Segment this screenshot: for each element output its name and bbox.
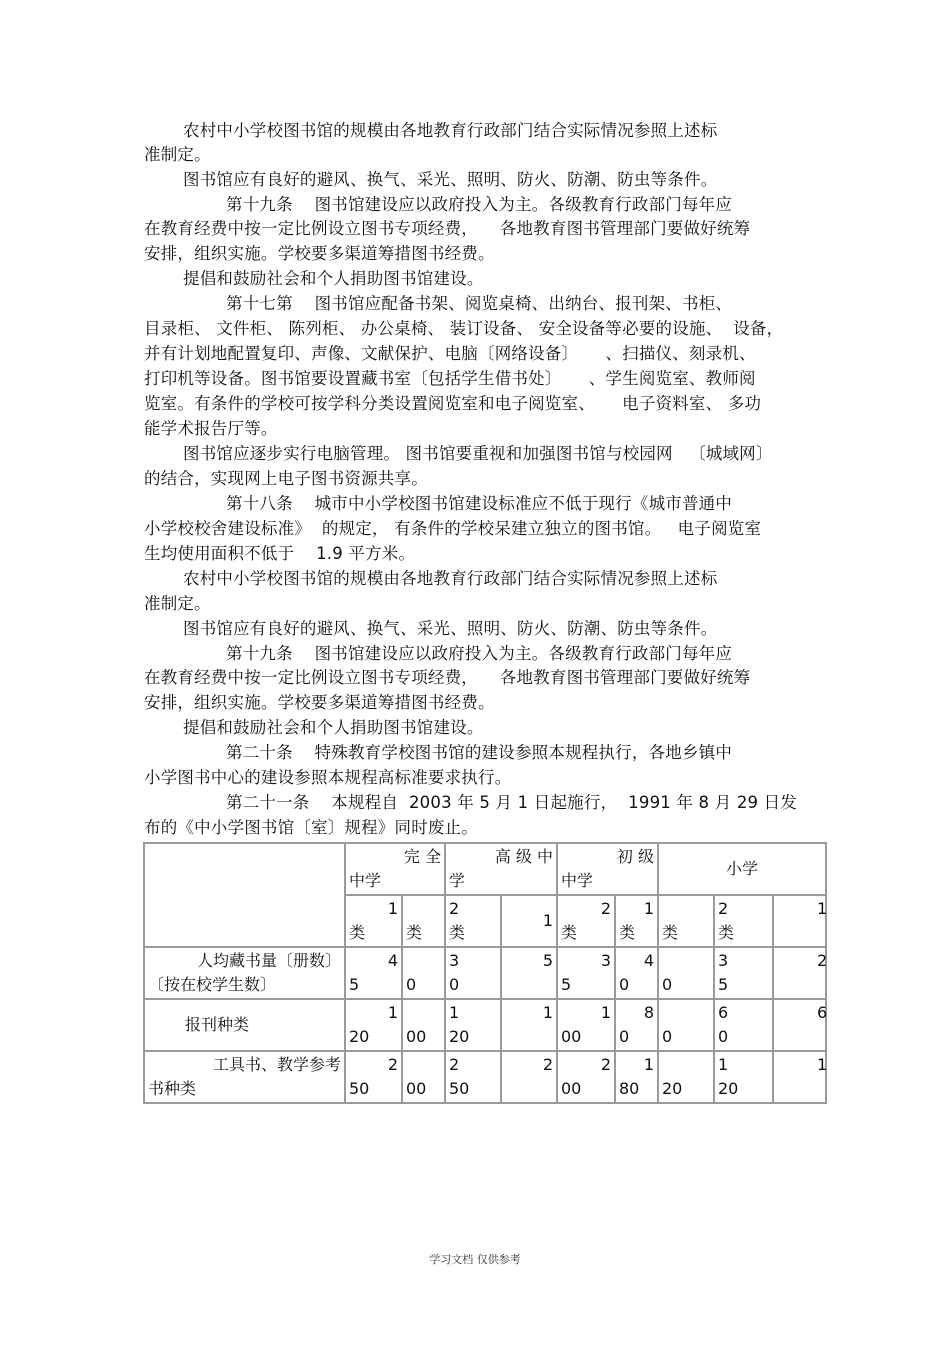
paragraph-line: 安排，组织实施。学校要多渠道筹措图书经费。 — [144, 693, 495, 712]
paragraph-line: 第十九条 图书馆建设应以政府投入为主。各级教育行政部门每年应 — [226, 195, 733, 214]
paragraph-line: 准制定。 — [144, 594, 211, 613]
table-cell: 5 — [501, 947, 557, 999]
paragraph-line: 目录柜、 文件柜、 陈列柜、 办公桌椅、 装订设备、 安全设备等必要的设施、 设备， — [144, 319, 784, 338]
table-cell: 8 0 — [615, 999, 658, 1051]
paragraph-line: 打印机等设备。图书馆要设置藏书室〔包括学生借书处〕 、学生阅览室、教师阅 — [144, 369, 756, 388]
table-row — [144, 947, 826, 999]
table-cell: 6 0 — [714, 999, 773, 1051]
paragraph-line: 览室。有条件的学校可按学科分类设置阅览室和电子阅览室、 电子资料室、 多功 — [144, 394, 762, 413]
table-cell: 1 80 — [615, 1051, 658, 1103]
table-cell: 20 — [658, 1051, 714, 1103]
table-cell: 3 5 — [557, 947, 615, 999]
paragraph-line: 农村中小学校图书馆的规模由各地教育行政部门结合实际情况参照上述标 — [183, 569, 718, 588]
paragraph-line: 第十九条 图书馆建设应以政府投入为主。各级教育行政部门每年应 — [226, 644, 733, 663]
table-cell: 0 — [402, 947, 445, 999]
table-cell: 1 — [773, 1051, 826, 1103]
table-cell: 1 20 — [345, 999, 402, 1051]
class-header-cell: 2 类 — [445, 895, 501, 947]
paragraph-line: 提倡和鼓励社会和个人捐助图书馆建设。 — [183, 718, 484, 737]
table-cell: 4 5 — [345, 947, 402, 999]
table-cell: 1 00 — [557, 999, 615, 1051]
row-label: 报刊种类 — [144, 999, 345, 1051]
paragraph-line: 图书馆应有良好的避风、换气、采光、照明、防火、防潮、防虫等条件。 — [183, 170, 718, 189]
paragraph-line: 在教育经费中按一定比例设立图书专项经费， 各地教育图书管理部门要做好统筹 — [144, 668, 751, 687]
table-cell: 2 50 — [345, 1051, 402, 1103]
header-line: 学 — [449, 871, 466, 890]
row-label: 工具书、教学参考 书种类 — [144, 1051, 345, 1103]
class-header-cell: 1 — [773, 895, 826, 947]
class-header-cell: 2 类 — [714, 895, 773, 947]
paragraph-line: 能学术报告厅等。 — [144, 419, 278, 438]
paragraph-line: 第二十一条 本规程自 2003 年 5 月 1 日起施行， 1991 年 8 月 29 日发 — [226, 793, 798, 812]
library-standards-table — [143, 842, 827, 1104]
header-line: 中学 — [349, 871, 382, 890]
paragraph-line: 第十七第 图书馆应配备书架、阅览桌椅、出纳台、报刊架、书柜、 — [226, 294, 733, 313]
paragraph-line: 小学校校舍建设标准》 的规定， 有条件的学校呆建立独立的图书馆。 电子阅览室 — [144, 519, 762, 538]
header-complete-middle-school — [345, 843, 445, 895]
row-label: 人均藏书量〔册数〕 〔按在校学生数〕 — [144, 947, 345, 999]
paragraph-line: 准制定。 — [144, 145, 211, 164]
table-cell: 2 — [501, 1051, 557, 1103]
header-senior-high-school — [445, 843, 557, 895]
paragraph-line: 在教育经费中按一定比例设立图书专项经费， 各地教育图书管理部门要做好统筹 — [144, 219, 751, 238]
table-row — [144, 999, 826, 1051]
paragraph-line: 布的《中小学图书馆〔室〕规程》同时废止。 — [144, 818, 478, 837]
table-cell: 6 — [773, 999, 826, 1051]
table-cell: 2 — [773, 947, 826, 999]
header-line: 初 级 — [616, 847, 654, 866]
paragraph-line: 第二十条 特殊教育学校图书馆的建设参照本规程执行，各地乡镇中 — [226, 743, 733, 762]
paragraph-line: 小学图书中心的建设参照本规程高标准要求执行。 — [144, 768, 512, 787]
header-line: 中学 — [561, 871, 594, 890]
class-header-cell: 类 — [658, 895, 714, 947]
paragraph-line: 生均使用面积不低于 1.9 平方米。 — [144, 544, 416, 563]
table-cell: 2 00 — [557, 1051, 615, 1103]
page-footer: 学习文档 仅供参考 — [429, 1253, 521, 1266]
paragraph-line: 图书馆应逐步实行电脑管理。 图书馆要重视和加强图书馆与校园网 〔城域网〕 — [183, 444, 773, 463]
paragraph-line: 安排，组织实施。学校要多渠道筹措图书经费。 — [144, 244, 495, 263]
table-corner-cell — [144, 843, 345, 947]
class-header-cell: 类 — [402, 895, 445, 947]
header-line: 高 级 中 — [494, 847, 553, 866]
class-header-cell: 1 类 — [615, 895, 658, 947]
paragraph-line: 图书馆应有良好的避风、换气、采光、照明、防火、防潮、防虫等条件。 — [183, 619, 718, 638]
table-row — [144, 1051, 826, 1103]
table-cell: 3 0 — [445, 947, 501, 999]
table-cell: 00 — [402, 1051, 445, 1103]
table-cell: 1 20 — [445, 999, 501, 1051]
header-junior-high-school — [557, 843, 658, 895]
class-header-cell: 1 类 — [345, 895, 402, 947]
table-cell: 00 — [402, 999, 445, 1051]
header-line: 完 全 — [403, 847, 441, 866]
paragraph-line: 并有计划地配置复印、声像、文献保护、电脑〔网络设备〕 、扫描仪、刻录机、 — [144, 344, 756, 363]
paragraph-line: 农村中小学校图书馆的规模由各地教育行政部门结合实际情况参照上述标 — [183, 121, 718, 140]
paragraph-line: 第十八条 城市中小学校图书馆建设标准应不低于现行《城市普通中 — [226, 494, 733, 513]
class-header-cell: 2 类 — [557, 895, 615, 947]
table-cell: 1 — [501, 999, 557, 1051]
table-cell: 3 5 — [714, 947, 773, 999]
table-cell: 1 20 — [714, 1051, 773, 1103]
table-cell: 0 — [658, 999, 714, 1051]
paragraph-line: 提倡和鼓励社会和个人捐助图书馆建设。 — [183, 269, 484, 288]
class-header-cell: 1 — [501, 895, 557, 947]
paragraph-line: 的结合，实现网上电子图书资源共享。 — [144, 469, 428, 488]
header-primary-school — [658, 843, 826, 895]
table-cell: 0 — [658, 947, 714, 999]
table-cell: 2 50 — [445, 1051, 501, 1103]
table-header-row — [144, 843, 826, 895]
table-cell: 4 0 — [615, 947, 658, 999]
header-line: 小学 — [726, 859, 759, 878]
